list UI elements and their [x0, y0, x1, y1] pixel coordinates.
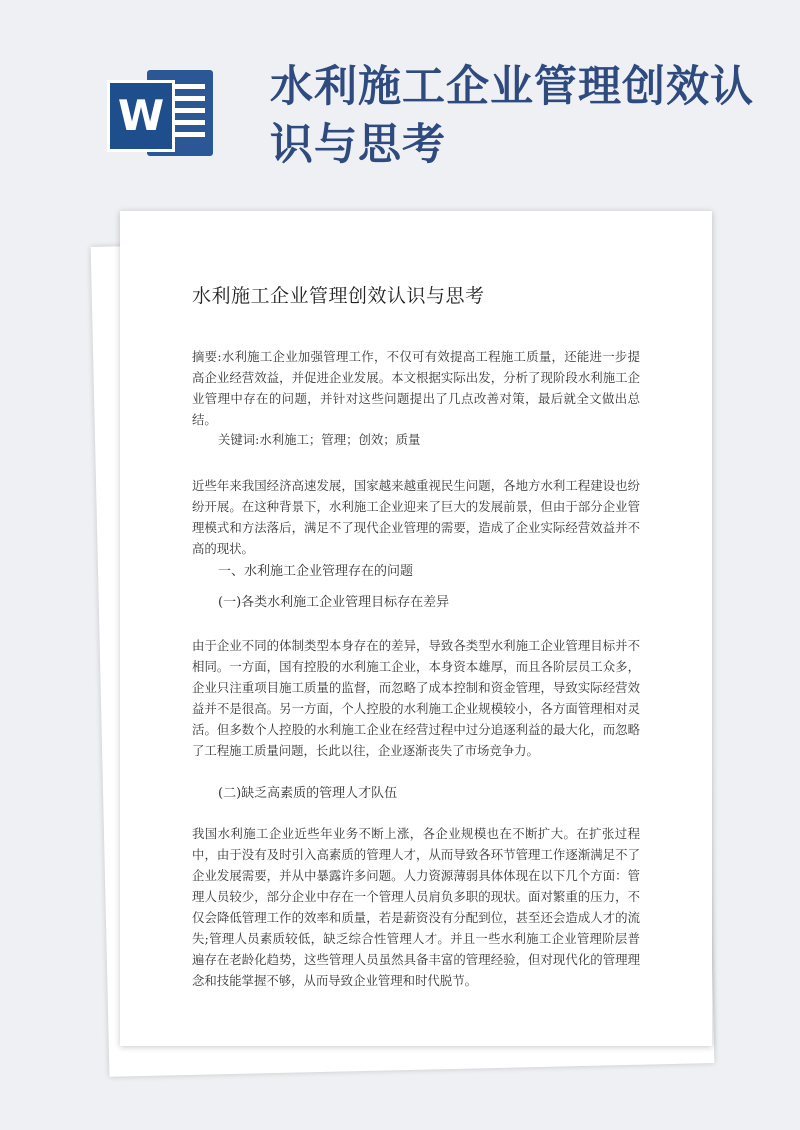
word-badge: W [107, 80, 175, 152]
banner [0, 0, 800, 200]
body-paragraph-1: 由于企业不同的体制类型本身存在的差异，导致各类型水利施工企业管理目标并不相同。一方面，国有控股的水利施工企业，本身资本雄厚，而且各阶层员工众多，企业只注重项目施工质量的监督，而忽略了成本控制和资金管理，导致实际经营效益并不是很高。另一方面，个人控股的水利施工企业规模较小，各方面管理相对灵活。但多数个人控股的水利施工企业在经营过程中过分追逐利益的最大化，而忽略了工程施工质量问题，长此以往，企业逐渐丧失了市场竞争力。 [192, 638, 640, 758]
body-paragraph-2: 我国水利施工企业近些年业务不断上涨，各企业规模也在不断扩大。在扩张过程中，由于没有及时引入高素质的管理人才，从而导致各环节管理工作逐渐满足不了企业发展需要，并从中暴露许多问题。人力资源薄弱具体体现在以下几个方面：管理人员较少，部分企业中存在一个管理人员肩负多职的现状。面对繁重的压力，不仅会降低管理工作的效率和质量，若是薪资没有分配到位，甚至还会造成人才的流失;管理人员素质较低，缺乏综合性管理人才。并且一些水利施工企业管理阶层普遍存在老龄化趋势，这些管理人员虽然具备丰富的管理经验，但对现代化的管理理念和技能掌握不够，从而导致企业管理和时代脱节。 [192, 826, 640, 988]
banner-title: 水利施工企业管理创效认识与思考 [270, 62, 754, 170]
keywords-line: 关键词:水利施工；管理；创效；质量 [218, 432, 421, 447]
intro-paragraph: 近些年来我国经济高速发展，国家越来越重视民生问题，各地方水利工程建设也纷纷开展。在这种背景下，水利施工企业迎来了巨大的发展前景，但由于部分企业管理模式和方法落后，满足不了现代企业管理的需要，造成了企业实际经营效益并不高的现状。 [192, 478, 640, 556]
document-page [120, 211, 712, 1046]
subsection-heading-1: (一)各类水利施工企业管理目标存在差异 [218, 595, 450, 610]
subsection-heading-2: (二)缺乏高素质的管理人才队伍 [218, 786, 398, 801]
document-title: 水利施工企业管理创效认识与思考 [192, 285, 485, 307]
word-document-icon [107, 70, 213, 156]
abstract-paragraph: 摘要:水利施工企业加强管理工作，不仅可有效提高工程施工质量，还能进一步提高企业经营效益，并促进企业发展。本文根据实际出发，分析了现阶段水利施工企业管理中存在的问题，并针对这些问题提出了几点改善对策，最后就全文做出总结。 [192, 349, 640, 427]
section-heading-1: 一、水利施工企业管理存在的问题 [218, 564, 414, 579]
